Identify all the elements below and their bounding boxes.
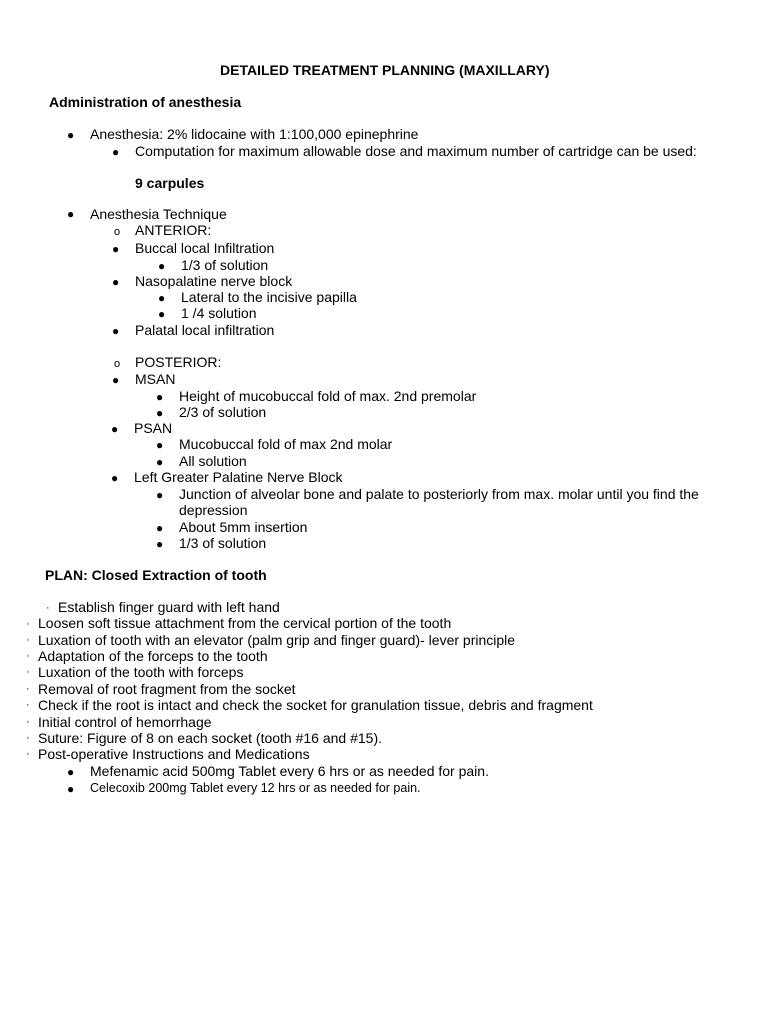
bullet-middot: · (26, 650, 30, 662)
bullet-disc: ● (156, 488, 164, 502)
anesthesia-heading: Administration of anesthesia (49, 94, 242, 110)
bullet-disc: ● (111, 422, 119, 436)
posterior-label: POSTERIOR: (135, 354, 222, 370)
bullet-disc: ● (112, 275, 120, 289)
msan-site: Height of mucobuccal fold of max. 2nd premolar (179, 388, 477, 404)
plan-step: Suture: Figure of 8 on each socket (tooth #16 and #15). (38, 730, 382, 746)
lgpnb-insertion: About 5mm insertion (179, 519, 308, 535)
bullet-middot: · (26, 716, 30, 728)
bullet-disc: ● (156, 521, 164, 535)
plan-step: Luxation of tooth with an elevator (palm grip and finger guard)- lever principle (38, 632, 516, 648)
medication-item: Mefenamic acid 500mg Tablet every 6 hrs or as needed for pain. (90, 763, 489, 779)
nasopalatine-amount: 1 /4 solution (181, 305, 257, 321)
bullet-disc: ● (112, 145, 120, 159)
bullet-disc: ● (156, 455, 164, 469)
lgpnb-label: Left Greater Palatine Nerve Block (134, 469, 343, 485)
anterior-label: ANTERIOR: (135, 222, 212, 238)
buccal-amount: 1/3 of solution (181, 257, 269, 273)
plan-step: Post-operative Instructions and Medications (38, 746, 310, 762)
bullet-middot: · (26, 732, 30, 744)
psan-site: Mucobuccal fold of max 2nd molar (179, 436, 393, 452)
plan-step: Initial control of hemorrhage (38, 714, 212, 730)
bullet-disc: ● (112, 242, 120, 256)
plan-step: Adaptation of the forceps to the tooth (38, 648, 268, 664)
lgpnb-site-continued: depression (179, 502, 248, 518)
psan-amount: All solution (179, 453, 247, 469)
bullet-middot: · (46, 602, 50, 614)
bullet-circle: o (114, 358, 121, 370)
bullet-disc: ● (156, 390, 164, 404)
plan-step: Establish finger guard with left hand (58, 599, 280, 615)
palatal-infiltration: Palatal local infiltration (135, 322, 275, 338)
bullet-disc: ● (67, 782, 75, 796)
bullet-disc: ● (111, 471, 119, 485)
bullet-middot: · (26, 699, 30, 711)
medication-item: Celecoxib 200mg Tablet every 12 hrs or as needed for pain. (90, 781, 421, 795)
bullet-disc: ● (158, 291, 166, 305)
bullet-middot: · (26, 748, 30, 760)
plan-heading: PLAN: Closed Extraction of tooth (45, 567, 267, 583)
lgpnb-site: Junction of alveolar bone and palate to posteriorly from max. molar until you find the (179, 486, 699, 502)
bullet-middot: · (26, 666, 30, 678)
bullet-disc: ● (112, 324, 120, 338)
plan-step: Removal of root fragment from the socket (38, 681, 296, 697)
buccal-infiltration: Buccal local Infiltration (135, 240, 275, 256)
bullet-disc: ● (67, 128, 75, 142)
plan-step: Check if the root is intact and check the socket for granulation tissue, debris and fragment (38, 697, 593, 713)
bullet-disc: ● (158, 259, 166, 273)
nasopalatine-block: Nasopalatine nerve block (135, 273, 293, 289)
lgpnb-amount: 1/3 of solution (179, 535, 267, 551)
plan-step: Loosen soft tissue attachment from the cervical portion of the tooth (38, 615, 452, 631)
bullet-disc: ● (67, 765, 75, 779)
plan-step: Luxation of the tooth with forceps (38, 664, 244, 680)
bullet-disc: ● (158, 307, 166, 321)
dose-computation: Computation for maximum allowable dose and maximum number of cartridge can be used: (135, 143, 697, 159)
bullet-middot: · (26, 618, 30, 630)
msan-amount: 2/3 of solution (179, 404, 267, 420)
bullet-disc: ● (112, 373, 120, 387)
bullet-circle: o (114, 226, 121, 238)
carpules-result: 9 carpules (135, 175, 205, 191)
bullet-middot: · (26, 634, 30, 646)
bullet-disc: ● (67, 207, 75, 221)
bullet-disc: ● (156, 537, 164, 551)
anesthesia-technique: Anesthesia Technique (90, 206, 227, 222)
bullet-disc: ● (156, 438, 164, 452)
anesthesia-agent: Anesthesia: 2% lidocaine with 1:100,000 epinephrine (90, 126, 419, 142)
bullet-middot: · (26, 683, 30, 695)
msan-label: MSAN (135, 371, 176, 387)
document-title: DETAILED TREATMENT PLANNING (MAXILLARY) (220, 62, 550, 78)
nasopalatine-site: Lateral to the incisive papilla (181, 289, 357, 305)
psan-label: PSAN (134, 420, 173, 436)
bullet-disc: ● (156, 406, 164, 420)
